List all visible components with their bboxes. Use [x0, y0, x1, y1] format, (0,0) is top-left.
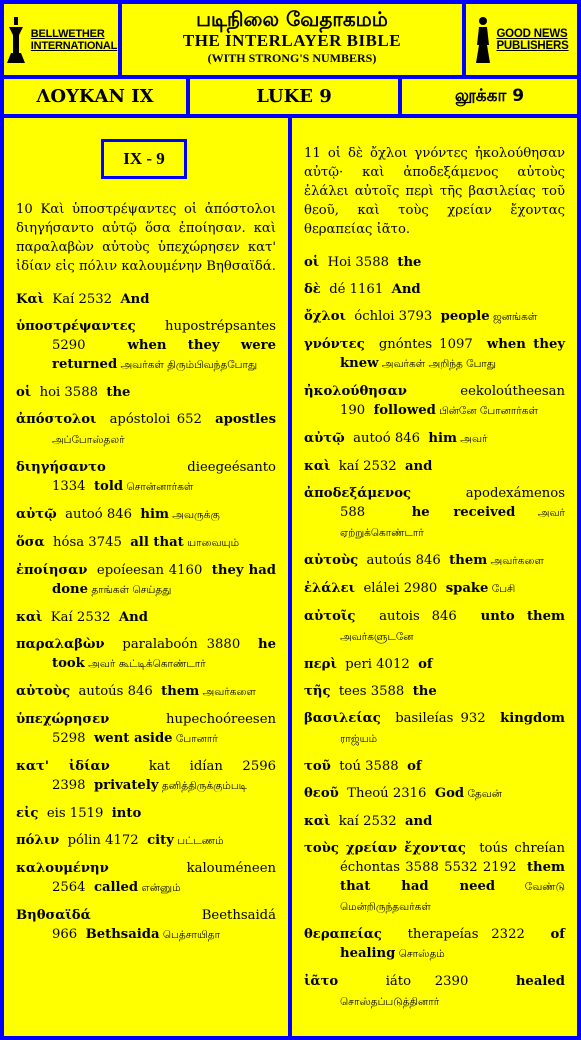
word-entry — [304, 757, 565, 776]
tamil-gloss: அவர்களை — [487, 555, 544, 567]
tamil-gloss: அவர்களை — [199, 686, 256, 698]
tamil-gloss: வேண்டு மென்றிருந்தவர்கள் — [340, 881, 565, 913]
tamil-gloss: அவர்கள் அறிந்த போது — [378, 358, 497, 370]
transliteration-strongs: toús chreían échontas 3588 5532 2192 — [340, 841, 565, 875]
transliteration-strongs: Beethsaidá 966 — [52, 908, 276, 942]
greek-word: οἱ — [304, 255, 320, 270]
transliteration-strongs: kalouméneen 2564 — [52, 861, 276, 895]
greek-word: θεραπείας — [304, 927, 382, 942]
transliteration-strongs: dé 1161 — [320, 282, 392, 297]
greek-word: εἰς — [16, 806, 39, 821]
english-gloss: went aside — [93, 731, 173, 746]
word-entry — [304, 812, 565, 831]
tamil-gloss: அவர்கள் திரும்பிவந்தபோது — [117, 359, 258, 371]
word-entry — [304, 839, 565, 917]
transliteration-strongs: Kaí 2532 — [44, 292, 121, 307]
english-gloss: and — [405, 814, 433, 829]
verse-11-text: 11 οἱ δὲ ὄχλοι γνόντες ἠκολούθησαν αὐτῷ· καὶ ἀποδεξάμενος αὐτοὺς ἐλάλει αὐτοῖς περὶ τῆς βασιλείας τοῦ θεοῦ, καὶ τοὺς χρείαν ἔχοντας θεραπείας ἰᾶτο. — [304, 146, 565, 237]
transliteration-strongs: eis 1519 — [38, 806, 112, 821]
tamil-gloss: ராஜ்யம் — [340, 733, 378, 745]
greek-word: ἐλάλει — [304, 581, 356, 596]
word-entry — [16, 410, 276, 450]
english-gloss: of — [418, 657, 433, 672]
english-gloss: him — [140, 507, 169, 522]
word-entry — [16, 608, 276, 627]
transliteration-strongs: Kaí 2532 — [42, 610, 119, 625]
right-logo-line2: PUBLISHERS — [496, 39, 569, 52]
english-gloss: of healing — [340, 927, 565, 961]
transliteration-strongs: autoús 846 — [70, 684, 162, 699]
right-logo-line1: GOOD NEWS — [496, 27, 568, 40]
greek-word: παραλαβὼν — [16, 637, 105, 652]
transliteration-strongs: epoíeesan 4160 — [87, 563, 212, 578]
transliteration-strongs: autoús 846 — [358, 553, 450, 568]
english-gloss: them — [449, 553, 488, 568]
transliteration-strongs: hoi 3588 — [31, 385, 107, 400]
right-column — [292, 118, 577, 1036]
english-gloss: God — [434, 786, 465, 801]
word-entry — [304, 655, 565, 674]
transliteration-strongs: hupostrépsantes 5290 — [52, 319, 276, 353]
greek-word: ἀπόστολοι — [16, 412, 97, 427]
greek-word: ἀποδεξάμενος — [304, 486, 412, 501]
english-gloss: healed — [515, 974, 565, 989]
book-tamil — [402, 79, 577, 114]
english-gloss: and — [405, 459, 433, 474]
greek-word: ἐποίησαν — [16, 563, 88, 578]
word-entry — [304, 709, 565, 749]
transliteration-strongs: apóstoloi 652 — [96, 412, 216, 427]
transliteration-strongs: toú 3588 — [330, 759, 408, 774]
english-gloss: him — [428, 431, 457, 446]
transliteration-strongs: óchloi 3793 — [345, 309, 441, 324]
word-entry — [16, 317, 276, 375]
tamil-gloss: அவருக்கு — [168, 509, 220, 521]
english-gloss: And — [391, 282, 421, 297]
transliteration-strongs: autois 846 — [355, 609, 481, 624]
word-entry — [16, 757, 276, 796]
greek-word: ὑποστρέψαντες — [16, 319, 136, 334]
word-entry — [304, 335, 565, 374]
english-gloss: the — [412, 684, 437, 699]
transliteration-strongs: peri 4012 — [336, 657, 419, 672]
greek-word: γνόντες — [304, 337, 365, 352]
transliteration-strongs: gnóntes 1097 — [364, 337, 487, 352]
greek-word: τοὺς χρείαν ἔχοντας — [304, 841, 466, 856]
greek-word: περὶ — [304, 657, 337, 672]
greek-word: αὐτοὺς — [16, 684, 71, 699]
english-gloss: the — [397, 255, 422, 270]
transliteration-strongs: hósa 3745 — [44, 535, 131, 550]
page-subtitle: (WITH STRONG'S NUMBERS) — [207, 51, 377, 65]
word-entry — [16, 804, 276, 823]
word-entry — [304, 382, 565, 421]
english-gloss: when they were returned — [52, 338, 276, 372]
word-entry — [304, 457, 565, 476]
word-entry — [304, 972, 565, 1012]
book-greek — [4, 79, 186, 114]
transliteration-strongs: paralaboón 3880 — [104, 637, 259, 652]
right-logo — [466, 4, 577, 75]
word-entry — [304, 784, 565, 804]
greek-word: κατ' ἰδίαν — [16, 759, 110, 774]
greek-word: καὶ — [16, 610, 43, 625]
transliteration-strongs: apodexámenos 588 — [340, 486, 565, 520]
transliteration-strongs: eekoloútheesan 190 — [340, 384, 565, 418]
word-entry — [304, 280, 565, 299]
english-gloss: And — [120, 292, 150, 307]
word-entry — [304, 253, 565, 272]
tamil-gloss: தனித்திருக்கும்படி — [158, 780, 248, 792]
word-entry — [304, 429, 565, 449]
greek-word: Καὶ — [16, 292, 44, 307]
word-entry — [16, 831, 276, 851]
greek-word: βασιλείας — [304, 711, 381, 726]
title-tamil: படிநிலை வேதாகமம் — [196, 7, 388, 31]
tamil-gloss: பேசி — [488, 583, 516, 595]
english-gloss: followed — [373, 403, 436, 418]
word-entry — [16, 906, 276, 945]
transliteration-strongs: therapeías 2322 — [381, 927, 551, 942]
left-entry-list — [16, 290, 276, 945]
greek-word: ἰᾶτο — [304, 974, 339, 989]
word-entry — [304, 484, 565, 543]
english-gloss: spake — [445, 581, 489, 596]
english-gloss: told — [93, 479, 124, 494]
book-greek-label: ΛΟΥΚΑΝ IX — [36, 86, 154, 107]
english-gloss: of — [407, 759, 422, 774]
english-gloss: them that had need — [340, 860, 565, 894]
transliteration-strongs: autoó 846 — [344, 431, 429, 446]
word-entry — [16, 859, 276, 898]
greek-word: διηγήσαντο — [16, 460, 106, 475]
bellwether-logo-icon — [5, 15, 27, 65]
transliteration-strongs: Hoi 3588 — [319, 255, 398, 270]
transliteration-strongs: tees 3588 — [330, 684, 413, 699]
transliteration-strongs: kaí 2532 — [330, 459, 406, 474]
book-english — [190, 79, 398, 114]
greek-word: τοῦ — [304, 759, 331, 774]
english-gloss: privately — [93, 778, 159, 793]
tamil-gloss: அப்போஸ்தலர் — [52, 434, 125, 446]
tamil-gloss: அவர்களுடனே — [340, 631, 414, 643]
tamil-gloss: பட்டணம் — [173, 835, 224, 847]
word-entry — [304, 307, 565, 327]
greek-word: αὐτῷ — [304, 431, 345, 446]
tamil-gloss: சொன்னார்கள் — [123, 481, 194, 493]
right-entry-list — [304, 253, 565, 1012]
word-entry — [304, 579, 565, 599]
word-entry — [16, 383, 276, 402]
greek-word: Βηθσαϊδά — [16, 908, 91, 923]
greek-word: δὲ — [304, 282, 321, 297]
tamil-gloss: பின்னே போனார்கள் — [435, 405, 538, 417]
greek-word: αὐτῷ — [16, 507, 57, 522]
tamil-gloss: அவர் ஏற்றுக்கொண்டார் — [340, 507, 565, 539]
left-logo-line2: INTERNATIONAL — [30, 39, 118, 52]
page-title: THE INTERLAYER BIBLE — [182, 31, 402, 50]
english-gloss: kingdom — [500, 711, 565, 726]
left-column — [4, 118, 288, 1036]
greek-word: θεοῦ — [304, 786, 339, 801]
english-gloss: And — [118, 610, 148, 625]
tamil-gloss: ஜனங்கள் — [489, 311, 538, 323]
english-gloss: into — [111, 806, 142, 821]
greek-word: ὑπεχώρησεν — [16, 712, 110, 727]
transliteration-strongs: kaí 2532 — [330, 814, 406, 829]
transliteration-strongs: iáto 2390 — [338, 974, 516, 989]
tamil-gloss: போனார் — [172, 733, 218, 745]
english-gloss: city — [147, 833, 174, 848]
word-entry — [16, 290, 276, 309]
greek-word: τῆς — [304, 684, 331, 699]
english-gloss: them — [161, 684, 200, 699]
greek-word: καὶ — [304, 459, 331, 474]
good-news-logo-icon — [474, 15, 492, 65]
tamil-gloss: யாவையும் — [183, 537, 240, 549]
greek-word: καὶ — [304, 814, 331, 829]
word-entry — [16, 710, 276, 749]
english-gloss: the — [106, 385, 131, 400]
transliteration-strongs: autoó 846 — [56, 507, 141, 522]
title-block — [122, 4, 462, 75]
word-entry — [16, 635, 276, 674]
word-entry — [16, 561, 276, 600]
greek-word: ἠκολούθησαν — [304, 384, 407, 399]
english-gloss: they had done — [52, 563, 276, 597]
left-logo — [4, 4, 118, 75]
english-gloss: people — [440, 309, 490, 324]
english-gloss: called — [93, 880, 139, 895]
english-gloss: he took — [52, 637, 276, 671]
word-entry — [16, 505, 276, 525]
word-entry — [304, 682, 565, 701]
transliteration-strongs: basileías 932 — [380, 711, 501, 726]
greek-word: καλουμένην — [16, 861, 109, 876]
transliteration-strongs: hupechoóreesen 5298 — [52, 712, 276, 746]
greek-word: ὅσα — [16, 535, 45, 550]
greek-word: αὐτοῖς — [304, 609, 356, 624]
english-gloss: when they knew — [340, 337, 565, 371]
tamil-gloss: தேவன் — [464, 788, 502, 800]
greek-word: αὐτοὺς — [304, 553, 359, 568]
english-gloss: he received — [411, 505, 516, 520]
chapter-label: IX - 9 — [101, 139, 187, 179]
transliteration-strongs: kat idían 2596 2398 — [52, 759, 276, 793]
english-gloss: apostles — [215, 412, 276, 427]
word-entry — [16, 682, 276, 702]
book-english-label: LUKE 9 — [256, 86, 332, 107]
left-logo-line1: BELLWETHER — [30, 27, 105, 40]
greek-word: οἱ — [16, 385, 32, 400]
english-gloss: unto them — [480, 609, 565, 624]
word-entry — [304, 551, 565, 571]
tamil-gloss: பெத்சாயிதா — [159, 929, 221, 941]
verse-10-text: 10 Καὶ ὑποστρέψαντες οἱ ἀπόστολοι διηγήσαντο αὐτῷ ὅσα ἐποίησαν. καὶ παραλαβὼν αὐτοὺς ὑπεχώρησεν κατ' ἰδίαν εἰς πόλιν καλουμένην Βηθσαϊδά. — [16, 202, 276, 274]
book-tamil-label: லூக்கா 9 — [454, 85, 525, 106]
english-gloss: Bethsaida — [85, 927, 160, 942]
tamil-gloss: அவர் — [456, 433, 488, 445]
word-entry — [304, 925, 565, 964]
tamil-gloss: சொஸ்தம் — [395, 948, 445, 960]
transliteration-strongs: Theoú 2316 — [338, 786, 435, 801]
tamil-gloss: தாங்கள் செய்தது — [88, 584, 172, 596]
greek-word: ὄχλοι — [304, 309, 346, 324]
english-gloss: all that — [130, 535, 184, 550]
greek-word: πόλιν — [16, 833, 60, 848]
transliteration-strongs: elálei 2980 — [355, 581, 446, 596]
transliteration-strongs: dieegeésanto 1334 — [52, 460, 276, 494]
transliteration-strongs: pólin 4172 — [59, 833, 148, 848]
word-entry — [304, 607, 565, 647]
word-entry — [16, 533, 276, 553]
tamil-gloss: அவர் கூட்டிக்கொண்டார் — [84, 658, 206, 670]
tamil-gloss: என்னும் — [138, 882, 181, 894]
tamil-gloss: சொஸ்தப்படுத்தினார் — [340, 996, 440, 1008]
word-entry — [16, 458, 276, 497]
